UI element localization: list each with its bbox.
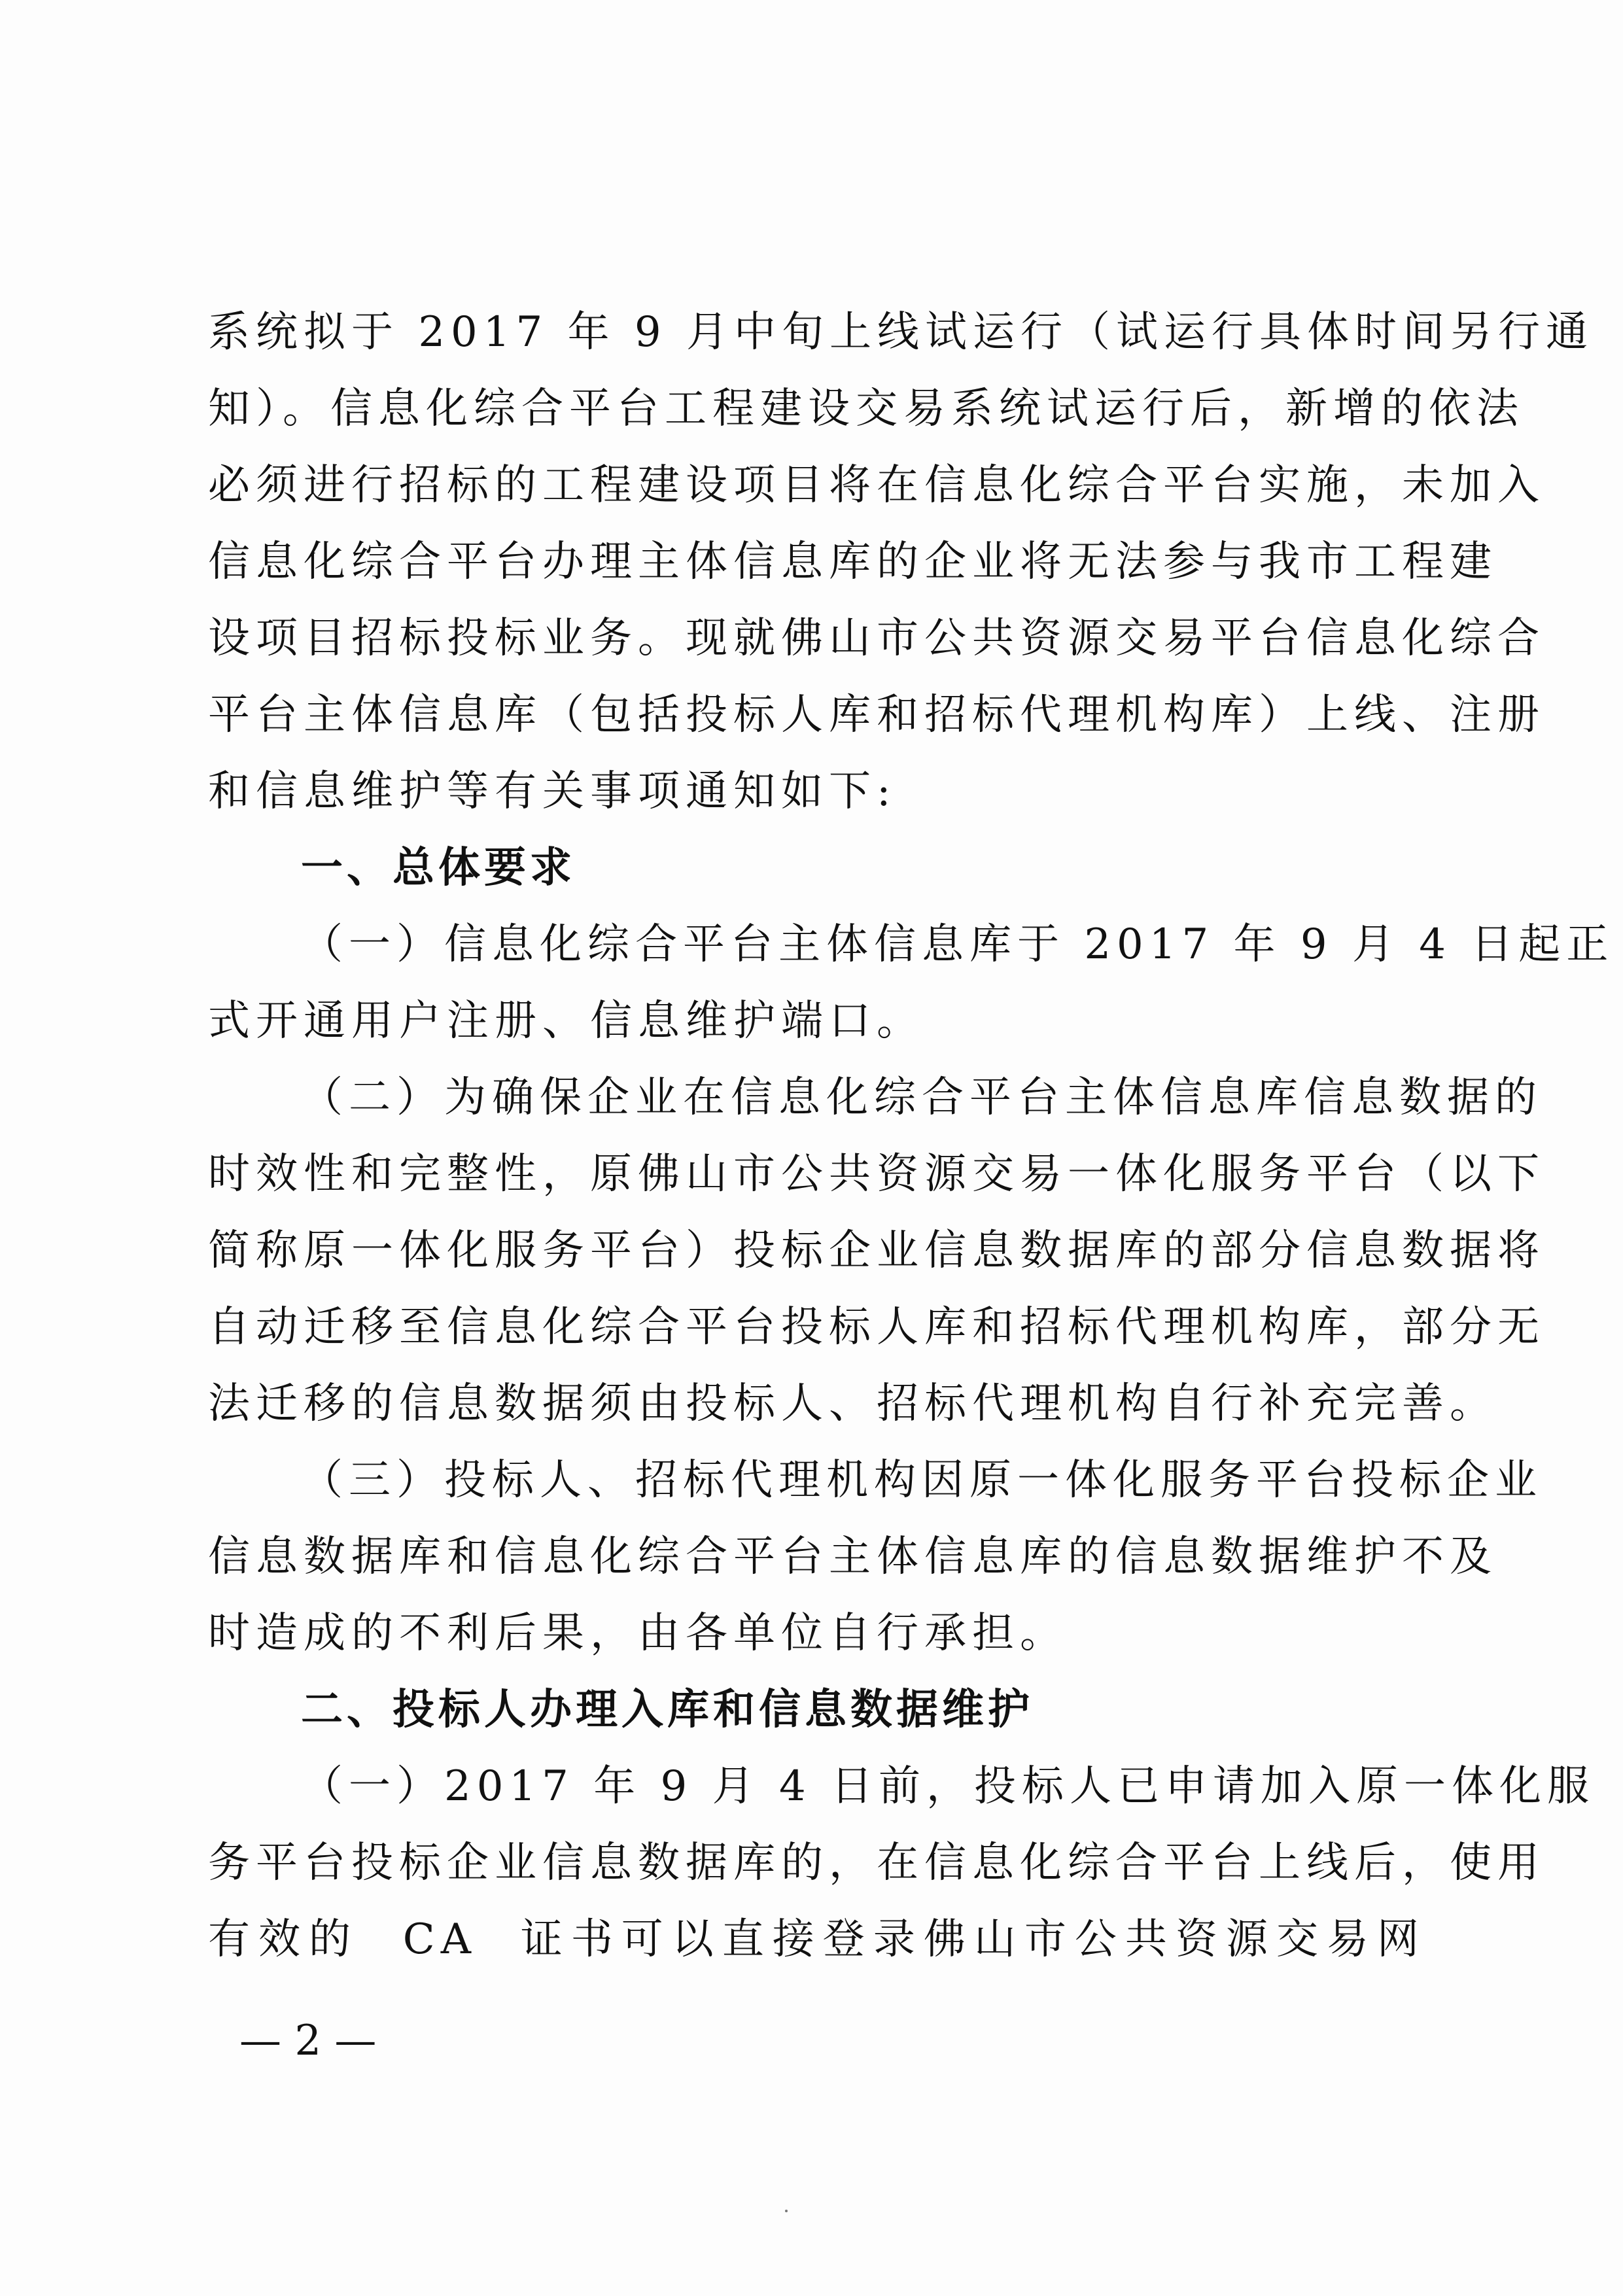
body-line-2: 知）。信息化综合平台工程建设交易系统试运行后，新增的依法 — [208, 385, 1524, 433]
body-line-22: 有效的 CA 证书可以直接登录佛山市公共资源交易网 — [208, 1915, 1425, 1964]
section-heading-1: 一、总体要求 — [301, 844, 576, 892]
body-line-16: （三）投标人、招标代理机构因原一体化服务平台投标企业 — [301, 1456, 1543, 1505]
body-line-17: 信息数据库和信息化综合平台主体信息库的信息数据维护不及 — [208, 1533, 1497, 1581]
body-line-9: （一）信息化综合平台主体信息库于 2017 年 9 月 4 日起正 — [301, 920, 1614, 969]
body-line-7: 和信息维护等有关事项通知如下: — [208, 767, 897, 816]
body-line-20: （一）2017 年 9 月 4 日前，投标人已申请加入原一体化服 — [301, 1762, 1596, 1811]
section-heading-2: 二、投标人办理入库和信息数据维护 — [301, 1686, 1034, 1734]
body-line-1: 系统拟于 2017 年 9 月中旬上线试运行（试运行具体时间另行通 — [208, 308, 1594, 357]
body-line-15: 法迁移的信息数据须由投标人、招标代理机构自行补充完善。 — [208, 1380, 1497, 1428]
body-line-3: 必须进行招标的工程建设项目将在信息化综合平台实施，未加入 — [208, 461, 1545, 510]
page-number: — 2 — — [239, 2017, 377, 2065]
body-line-5: 设项目招标投标业务。现就佛山市公共资源交易平台信息化综合 — [208, 614, 1545, 663]
body-line-12: 时效性和完整性，原佛山市公共资源交易一体化服务平台（以下 — [208, 1150, 1545, 1198]
body-line-21: 务平台投标企业信息数据库的，在信息化综合平台上线后，使用 — [208, 1839, 1545, 1887]
body-line-13: 简称原一体化服务平台）投标企业信息数据库的部分信息数据将 — [208, 1226, 1545, 1275]
body-line-4: 信息化综合平台办理主体信息库的企业将无法参与我市工程建 — [208, 538, 1497, 586]
body-line-18: 时造成的不利后果，由各单位自行承担。 — [208, 1609, 1068, 1658]
body-line-10: 式开通用户注册、信息维护端口。 — [208, 997, 924, 1045]
body-line-14: 自动迁移至信息化综合平台投标人库和招标代理机构库，部分无 — [208, 1303, 1545, 1351]
body-line-6: 平台主体信息库（包括投标人库和招标代理机构库）上线、注册 — [208, 691, 1545, 739]
scan-speck — [785, 2210, 788, 2212]
body-line-11: （二）为确保企业在信息化综合平台主体信息库信息数据的 — [301, 1073, 1543, 1122]
